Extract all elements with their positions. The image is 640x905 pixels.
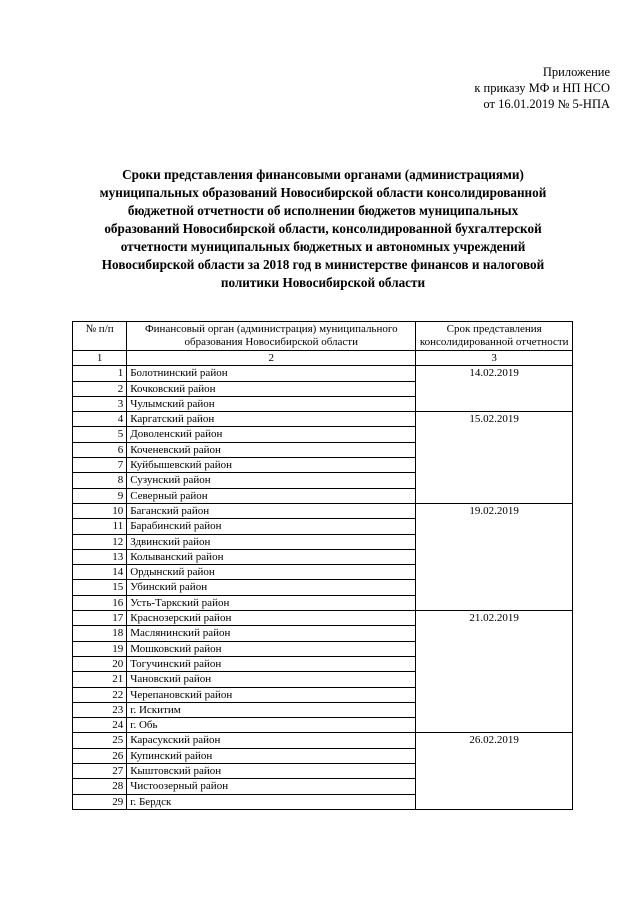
appendix-header — [474, 64, 610, 112]
row-number: 25 — [73, 733, 127, 748]
row-number: 12 — [73, 534, 127, 549]
municipality-name: Каргатский район — [127, 412, 416, 427]
municipality-name: Чановский район — [127, 672, 416, 687]
municipality-name: Убинский район — [127, 580, 416, 595]
municipality-name: Болотнинский район — [127, 366, 416, 381]
table-row — [73, 366, 573, 381]
row-number: 27 — [73, 764, 127, 779]
municipality-name: Мошковский район — [127, 641, 416, 656]
header-deadline: Срок представления консолидированной отчетности — [416, 322, 573, 351]
municipality-name: Кыштовский район — [127, 764, 416, 779]
municipality-name: Колыванский район — [127, 549, 416, 564]
table-header-row — [73, 322, 573, 351]
header-num: № п/п — [73, 322, 127, 351]
appendix-label: Приложение — [542, 65, 610, 79]
title-line: политики Новосибирской области — [220, 275, 426, 290]
municipality-name: Чистоозерный район — [127, 779, 416, 794]
municipality-name: Сузунский район — [127, 473, 416, 488]
title-line: муниципальных образований Новосибирской области консолидированной — [99, 185, 547, 200]
row-number: 4 — [73, 412, 127, 427]
municipality-name: Усть-Таркский район — [127, 595, 416, 610]
table-row — [73, 503, 573, 518]
row-number: 19 — [73, 641, 127, 656]
row-number: 29 — [73, 794, 127, 809]
row-number: 17 — [73, 611, 127, 626]
deadline-date: 21.02.2019 — [416, 611, 573, 733]
title-line: Новосибирской области за 2018 год в министерстве финансов и налоговой — [101, 257, 545, 272]
municipality-name: Доволенский район — [127, 427, 416, 442]
row-number: 9 — [73, 488, 127, 503]
row-number: 13 — [73, 549, 127, 564]
table-row — [73, 611, 573, 626]
title-line: бюджетной отчетности об исполнении бюджетов муниципальных — [127, 203, 519, 218]
row-number: 11 — [73, 519, 127, 534]
municipality-name: Куйбышевский район — [127, 458, 416, 473]
table-column-numbers-row — [73, 351, 573, 366]
deadline-date: 14.02.2019 — [416, 366, 573, 412]
appendix-order-date: от 16.01.2019 № 5-НПА — [483, 97, 610, 111]
row-number: 5 — [73, 427, 127, 442]
municipality-name: г. Бердск — [127, 794, 416, 809]
deadlines-table — [72, 321, 573, 810]
row-number: 28 — [73, 779, 127, 794]
table-row — [73, 412, 573, 427]
col-number: 3 — [416, 351, 573, 366]
row-number: 1 — [73, 366, 127, 381]
row-number: 15 — [73, 580, 127, 595]
table-body — [73, 366, 573, 810]
title-line: Сроки представления финансовыми органами (администрациями) — [122, 167, 524, 182]
row-number: 18 — [73, 626, 127, 641]
municipality-name: г. Искитим — [127, 702, 416, 717]
document-title — [60, 166, 586, 292]
municipality-name: Карасукский район — [127, 733, 416, 748]
row-number: 22 — [73, 687, 127, 702]
municipality-name: Баганский район — [127, 503, 416, 518]
deadline-date: 15.02.2019 — [416, 412, 573, 504]
deadline-date: 19.02.2019 — [416, 503, 573, 610]
col-number: 2 — [127, 351, 416, 366]
row-number: 3 — [73, 396, 127, 411]
municipality-name: Здвинский район — [127, 534, 416, 549]
row-number: 6 — [73, 442, 127, 457]
row-number: 26 — [73, 748, 127, 763]
col-number: 1 — [73, 351, 127, 366]
municipality-name: Ордынский район — [127, 565, 416, 580]
row-number: 10 — [73, 503, 127, 518]
deadline-date: 26.02.2019 — [416, 733, 573, 809]
municipality-name: г. Обь — [127, 718, 416, 733]
row-number: 20 — [73, 656, 127, 671]
municipality-name: Купинский район — [127, 748, 416, 763]
municipality-name: Кочковский район — [127, 381, 416, 396]
row-number: 8 — [73, 473, 127, 488]
header-organ: Финансовый орган (администрация) муниципального образования Новосибирской области — [127, 322, 416, 351]
municipality-name: Краснозерский район — [127, 611, 416, 626]
municipality-name: Тогучинский район — [127, 656, 416, 671]
row-number: 16 — [73, 595, 127, 610]
municipality-name: Черепановский район — [127, 687, 416, 702]
title-line: образований Новосибирской области, консолидированной бухгалтерской — [104, 221, 542, 236]
municipality-name: Барабинский район — [127, 519, 416, 534]
row-number: 7 — [73, 458, 127, 473]
municipality-name: Северный район — [127, 488, 416, 503]
row-number: 23 — [73, 702, 127, 717]
row-number: 21 — [73, 672, 127, 687]
row-number: 24 — [73, 718, 127, 733]
appendix-order-ref: к приказу МФ и НП НСО — [474, 81, 610, 95]
table-row — [73, 733, 573, 748]
municipality-name: Маслянинский район — [127, 626, 416, 641]
row-number: 14 — [73, 565, 127, 580]
municipality-name: Коченевский район — [127, 442, 416, 457]
title-line: отчетности муниципальных бюджетных и автономных учреждений — [120, 239, 526, 254]
row-number: 2 — [73, 381, 127, 396]
municipality-name: Чулымский район — [127, 396, 416, 411]
